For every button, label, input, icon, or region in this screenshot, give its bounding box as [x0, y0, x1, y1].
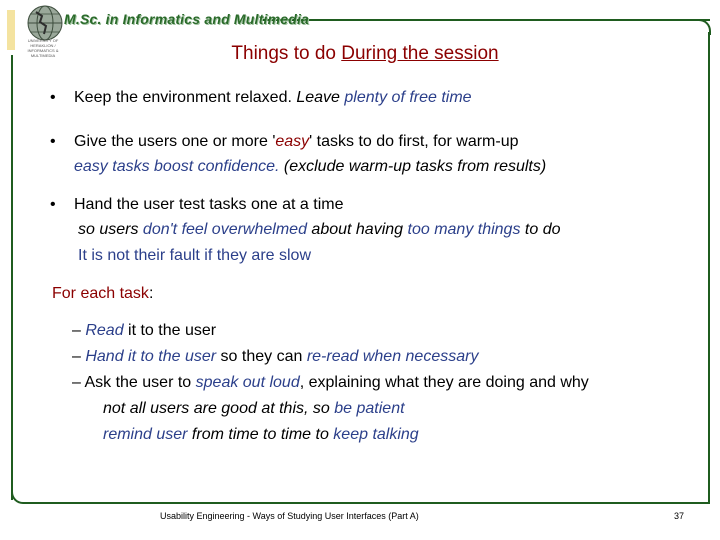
text-segment: plenty of free time	[344, 89, 472, 106]
text-segment: –	[72, 374, 85, 391]
bullet-symbol: •	[50, 89, 56, 106]
frame-right-border	[708, 32, 710, 504]
text-segment: Hand it to the user	[85, 348, 217, 365]
bullet-3-line-1	[74, 196, 343, 214]
text-segment: It is not their fault if they are slow	[78, 247, 311, 264]
text-segment: For each task	[52, 285, 149, 302]
text-segment: , explaining what they are doing and why	[299, 374, 589, 391]
text-segment: –	[72, 348, 86, 365]
program-title: M.Sc. in Informatics and Multimedia	[64, 11, 310, 27]
text-segment: to do	[520, 221, 561, 238]
bullet-2-line-1	[74, 133, 519, 151]
text-segment: –	[72, 322, 86, 339]
globe-logo-icon	[26, 4, 64, 42]
text-segment: it to the user	[123, 322, 217, 339]
frame-top-border	[262, 19, 710, 21]
text-segment: too many things	[407, 221, 521, 238]
footer-caption	[160, 511, 419, 521]
text-segment: not all users are good at this, so	[103, 400, 335, 417]
footer-course: Usability Engineering -	[160, 511, 253, 521]
text-segment: from time to time to	[187, 426, 334, 443]
bullet-3-line-2	[78, 221, 560, 239]
task-item-1	[72, 322, 216, 340]
text-segment: Ask the user to	[84, 374, 196, 391]
text-segment: :	[148, 285, 154, 302]
task-item-2	[72, 348, 478, 366]
text-segment: easy	[275, 133, 310, 150]
text-segment: ' tasks to do first, for warm-up	[309, 133, 519, 150]
text-segment: remind user	[103, 426, 188, 443]
text-segment: Read	[85, 322, 124, 339]
frame-left-border	[11, 55, 13, 500]
title-prefix: Things to do	[231, 43, 342, 64]
bullet-1-line	[74, 89, 472, 107]
text-segment: Give the users one or more '	[74, 133, 276, 150]
task-sub-line-1	[103, 400, 405, 418]
text-segment: Leave	[296, 89, 345, 106]
text-segment: about having	[306, 221, 408, 238]
bullet-symbol: •	[50, 196, 56, 213]
text-segment: keep talking	[333, 426, 419, 443]
title-underlined: During the session	[341, 43, 499, 64]
for-each-task-heading	[52, 285, 153, 303]
text-segment: easy tasks boost confidence.	[74, 158, 280, 175]
text-segment: so users	[78, 221, 143, 238]
bullet-symbol: •	[50, 133, 56, 150]
text-segment: speak out loud	[195, 374, 300, 391]
text-segment: (exclude warm-up tasks from results)	[279, 158, 547, 175]
task-item-3	[72, 374, 589, 392]
university-caption: UNIVERSITY OF HERAKLION / INFORMATICS & MULTIMEDIA	[27, 38, 59, 58]
task-sub-line-2	[103, 426, 419, 444]
text-segment: Keep the environment relaxed.	[74, 89, 297, 106]
frame-bottom-border	[24, 502, 710, 504]
bullet-2-line-2	[74, 158, 546, 176]
slide-title	[0, 43, 720, 65]
text-segment: Hand the user test tasks one at a time	[74, 196, 344, 213]
footer-topic: Ways of Studying User Interfaces (Part A)	[252, 511, 419, 521]
text-segment: don't feel overwhelmed	[142, 221, 307, 238]
text-segment: re-read when necessary	[306, 348, 479, 365]
bullet-3-line-3	[78, 247, 311, 265]
text-segment: be patient	[334, 400, 405, 417]
page-number: 37	[674, 511, 685, 521]
text-segment: so they can	[216, 348, 307, 365]
